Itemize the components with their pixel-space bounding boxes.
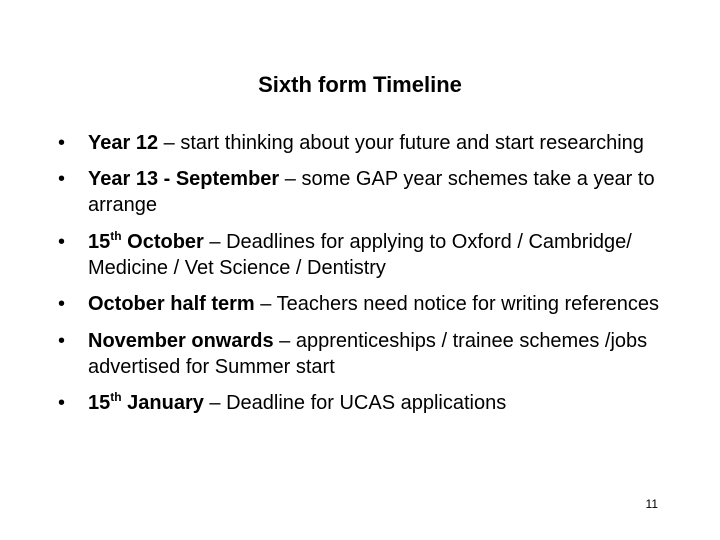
item-text: – Deadlines for applying to Oxford / Cambridge/ Medicine / Vet Science / Dentistry (88, 230, 632, 279)
bullet-icon: • (58, 168, 66, 191)
list-item (58, 130, 678, 156)
list-item (58, 328, 678, 380)
item-heading: October half term (88, 293, 255, 316)
list-item (58, 166, 678, 218)
item-heading: 15th October (88, 228, 204, 253)
list-item (58, 229, 678, 281)
slide-title: Sixth form Timeline (258, 72, 462, 97)
item-text: – some GAP year schemes take a year to arrange (88, 168, 655, 217)
item-heading: Year 12 (88, 132, 159, 154)
bullet-icon: • (58, 230, 66, 253)
timeline-list (58, 130, 678, 426)
bullet-icon: • (58, 329, 66, 352)
list-item (58, 291, 678, 317)
item-heading: November onwards (88, 329, 274, 352)
bullet-icon: • (58, 132, 66, 154)
item-text: – Teachers need notice for writing references (254, 293, 659, 316)
item-text: – start thinking about your future and start researching (158, 132, 644, 154)
bullet-icon: • (58, 391, 66, 414)
list-item (58, 390, 678, 416)
page-number: 11 (645, 497, 658, 511)
item-text: – apprenticeships / trainee schemes /jobs advertised for Summer start (88, 329, 648, 378)
bullet-icon: • (58, 293, 66, 316)
item-heading: Year 13 - September (88, 168, 280, 191)
item-text: – Deadline for UCAS applications (203, 391, 507, 414)
item-heading: 15th January (88, 389, 204, 414)
